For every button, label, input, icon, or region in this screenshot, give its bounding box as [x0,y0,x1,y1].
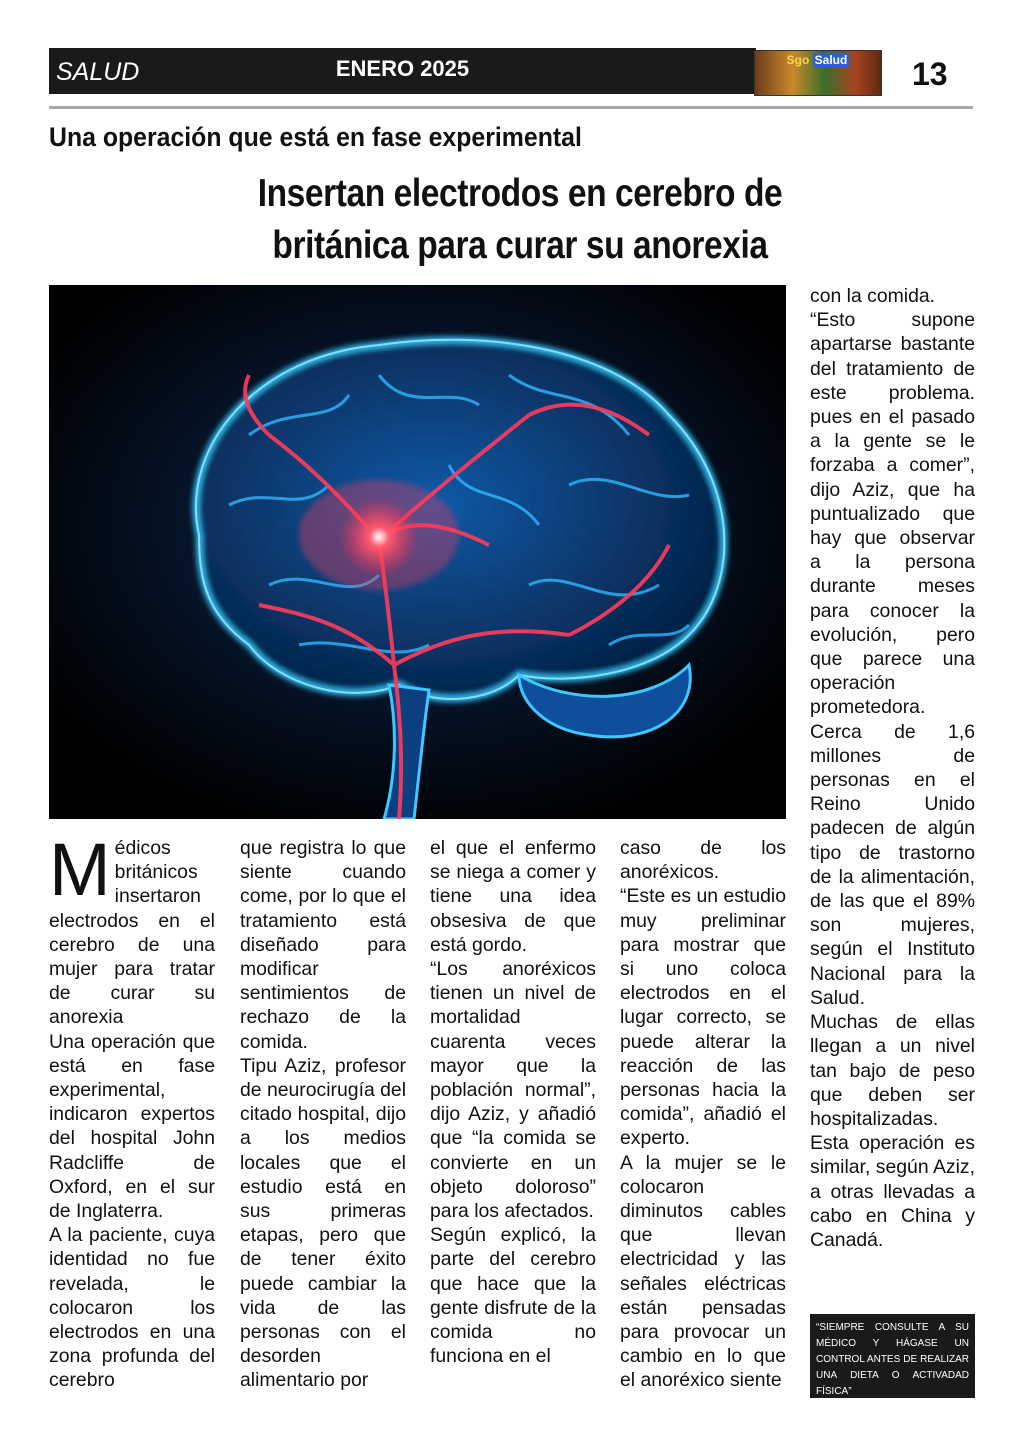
paragraph-text: édicos británicos insertaron electrodos en el cerebro de una mujer para tratar de curar su anorexia [49,837,215,1029]
paragraph [49,828,215,1030]
header-bar [49,48,756,94]
headline-line-1: Insertan electrodos en cerebro de [257,172,783,215]
paragraph: Según explicó, la parte del cerebro que hace que la gente disfrute de la comida no funciona en el [430,1224,596,1368]
header-rule [49,106,973,109]
logo-text-2: Salud [814,53,848,67]
paragraph: Muchas de ellas llegan a un nivel tan bajo de peso que deben ser hospitalizadas. [810,1011,975,1130]
article-column-2 [240,836,406,1393]
logo-text-1: Sgo [786,53,810,67]
section-label: SALUD [56,58,140,86]
paragraph: el que el enfermo se niega a comer y tiene una idea obsesiva de que está gordo. [430,837,596,956]
article-column-3 [430,836,596,1368]
headline-line-2: británica para curar su anorexia [272,224,768,267]
paragraph: A la paciente, cuya identidad no fue revelada, le colocaron los electrodos en una zona profunda del cerebro [49,1224,215,1392]
article-column-5 [810,284,975,1252]
page-number: 13 [912,56,948,92]
paragraph: Cerca de 1,6 millones de personas en el Reino Unido padecen de algún tipo de trastorno de la alimentación, de las que el 89% son mujeres, según el Instituto Nacional para la Salud. [810,720,975,1009]
paragraph: con la comida. [810,285,936,307]
article-column-4 [620,836,786,1393]
article-headline [210,168,829,272]
paragraph: Esta operación es similar, según Aziz, a otras llevadas a cabo en China y Canadá. [810,1132,975,1251]
brain-illustration [49,285,786,819]
brain-photo [49,285,786,819]
publication-logo [754,50,882,96]
article-kicker: Una operación que está en fase experimental [49,122,582,152]
paragraph: “Esto supone apartarse bastante del tratamiento de este problema. pues en el pasado a la gente se le forzaba a comer”, dijo Aziz, que ha puntualizado que hay que observar a la persona durante meses para conocer la evolución, pero que parece una operación prometedora. [810,309,975,719]
paragraph: Una operación que está en fase experimental, indicaron expertos del hospital John Radcliffe de Oxford, en el sur de Inglaterra. [49,1030,215,1223]
paragraph: “Los anoréxicos tienen un nivel de mortalidad cuarenta veces mayor que la población normal”, dijo Aziz, y añadió que “la comida se convierte en un objeto doloroso” para los afectados. [430,958,596,1223]
health-advice-box: “SIEMPRE CONSULTE A SU MÉDICO Y HÁGASE UN CONTROL ANTES DE REALIZAR UNA DIETA O ACTIVADAD FÍSICA” [810,1314,975,1398]
paragraph: A la mujer se le colocaron diminutos cables que llevan electricidad y las señales eléctricas están pensadas para provocar un cambio en lo que el anoréxico siente [620,1151,786,1392]
drop-cap: M [49,828,111,911]
paragraph: “Este es un estudio muy preliminar para mostrar que si uno coloca electrodos en el lugar correcto, se puede alterar la reacción de las personas hacia la comida”, añadió el experto. [620,885,786,1150]
paragraph: caso de los anoréxicos. [620,837,786,884]
article-column-1 [49,828,215,1393]
paragraph: que registra lo que siente cuando come, por lo que el tratamiento está diseñado para modificar sentimientos de rechazo de la comida. [240,837,406,1053]
paragraph: Tipu Aziz, profesor de neurocirugía del citado hospital, dijo a los medios locales que el estudio está en sus primeras etapas, pero que de tener éxito puede cambiar la vida de las personas con el desorden alimentario por [240,1054,407,1392]
issue-date: ENERO 2025 [335,56,470,81]
